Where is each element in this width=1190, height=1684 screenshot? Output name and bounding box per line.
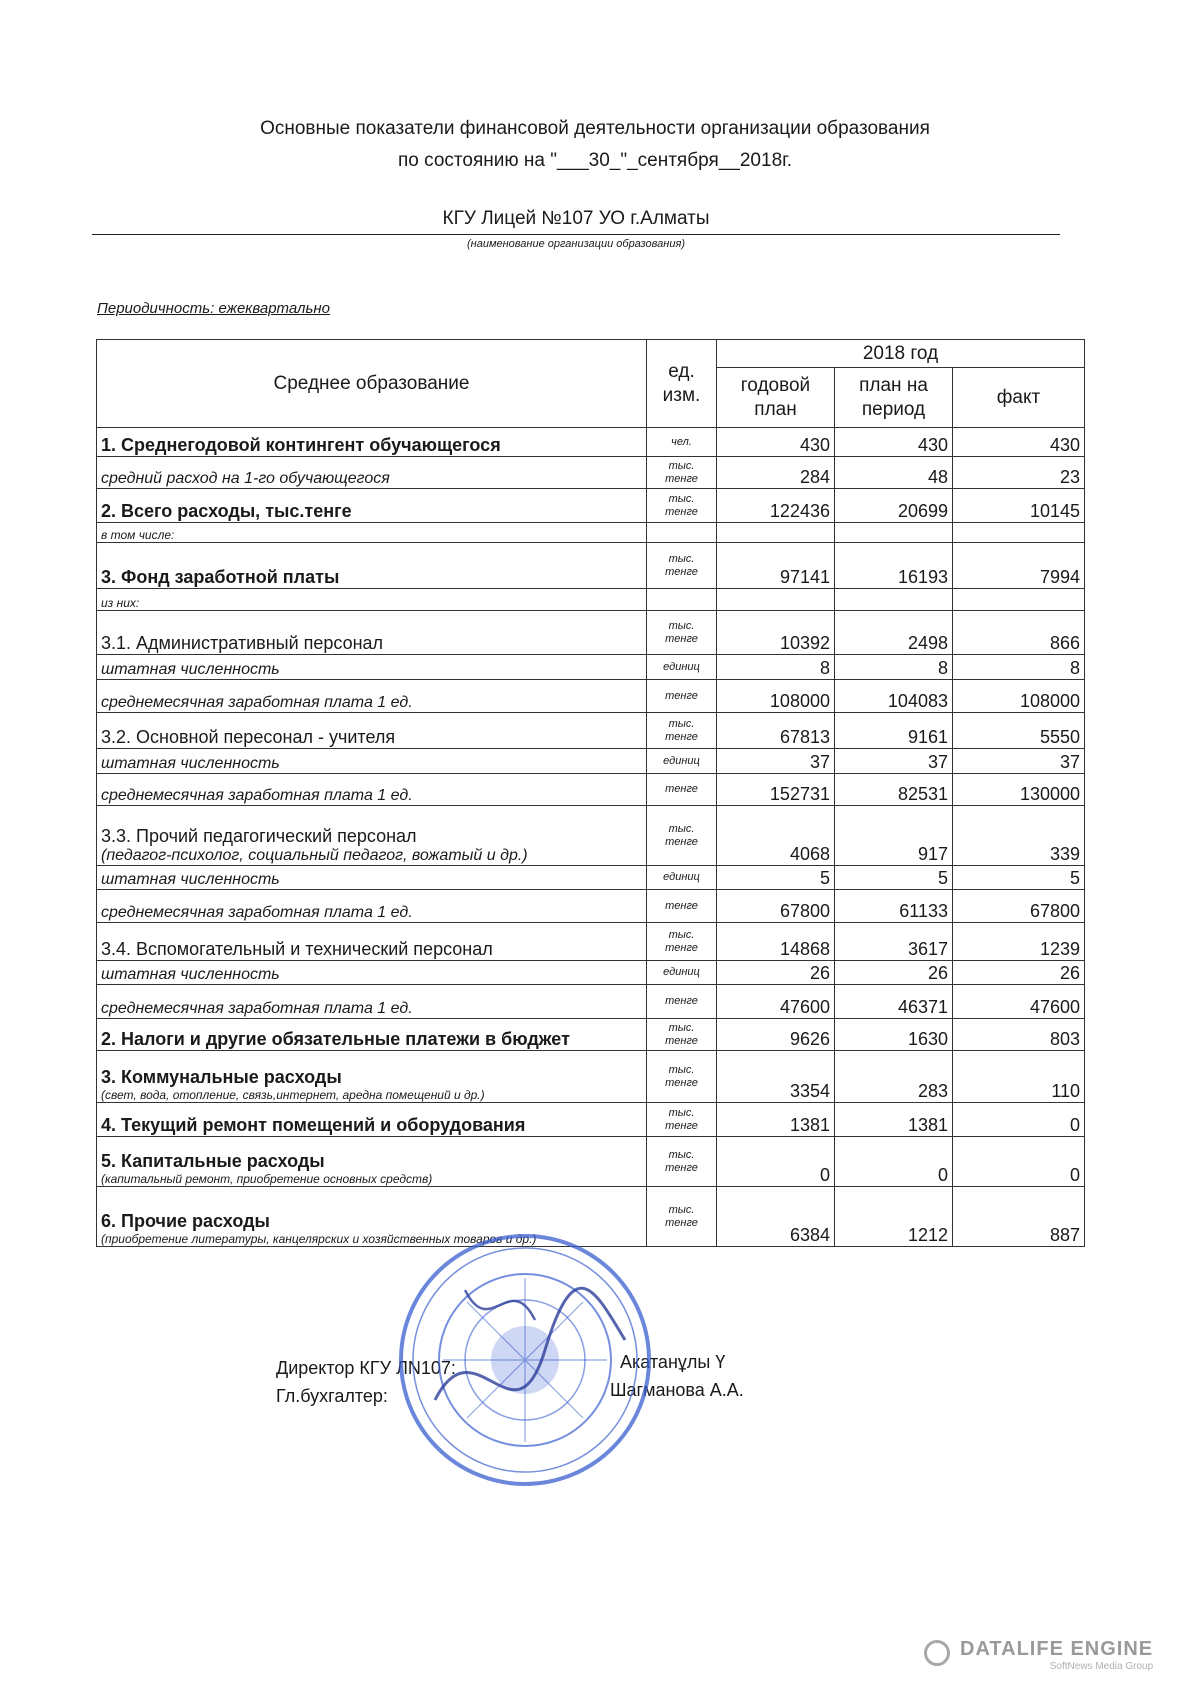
table-row: [97, 1137, 1085, 1187]
row-label: [97, 1051, 647, 1103]
row-annual-plan: 122436: [717, 489, 835, 523]
row-unit: тыс. тенге: [647, 713, 717, 749]
row-annual-plan: [717, 589, 835, 611]
row-fact: 339: [953, 806, 1085, 866]
table-row: [97, 428, 1085, 457]
table-row: [97, 457, 1085, 489]
row-label-text: 3. Коммунальные расходы: [101, 1067, 342, 1087]
table-row: [97, 611, 1085, 655]
row-fact: 8: [953, 655, 1085, 680]
logo-icon: [924, 1640, 950, 1666]
row-label: средний расход на 1-го обучающегося: [97, 457, 647, 489]
director-name: Акатанұлы Ү: [620, 1352, 726, 1372]
row-period-plan: 26: [835, 961, 953, 985]
row-period-plan: 104083: [835, 680, 953, 713]
row-annual-plan: 430: [717, 428, 835, 457]
row-period-plan: 2498: [835, 611, 953, 655]
row-unit: тыс. тенге: [647, 1051, 717, 1103]
row-annual-plan: 108000: [717, 680, 835, 713]
header-annual-plan: годовой план: [717, 368, 835, 428]
official-seal-stamp: [395, 1230, 655, 1490]
row-annual-plan: 3354: [717, 1051, 835, 1103]
row-label: [97, 1137, 647, 1187]
row-fact: [953, 589, 1085, 611]
header-period-plan: план на период: [835, 368, 953, 428]
row-period-plan: 0: [835, 1137, 953, 1187]
table-row: [97, 489, 1085, 523]
row-annual-plan: 4068: [717, 806, 835, 866]
row-unit: тыс. тенге: [647, 1187, 717, 1247]
row-label: среднемесячная заработная плата 1 ед.: [97, 985, 647, 1019]
row-label: штатная численность: [97, 655, 647, 680]
row-annual-plan: [717, 523, 835, 543]
row-label: в том числе:: [97, 523, 647, 543]
row-fact: 7994: [953, 543, 1085, 589]
row-period-plan: 37: [835, 749, 953, 774]
organization-name: КГУ Лицей №107 УО г.Алматы: [442, 208, 710, 229]
row-fact: 887: [953, 1187, 1085, 1247]
row-fact: 67800: [953, 890, 1085, 923]
row-annual-plan: 284: [717, 457, 835, 489]
row-unit: [647, 523, 717, 543]
row-note: (свет, вода, отопление, связь,интернет, аредна помещений и др.): [101, 1088, 485, 1102]
document-title: Основные показатели финансовой деятельности организации образования: [260, 118, 930, 139]
row-unit: тыс. тенге: [647, 543, 717, 589]
row-period-plan: 1381: [835, 1103, 953, 1137]
row-annual-plan: 1381: [717, 1103, 835, 1137]
header-fact: факт: [953, 368, 1085, 428]
row-fact: 26: [953, 961, 1085, 985]
row-label: среднемесячная заработная плата 1 ед.: [97, 890, 647, 923]
table-row: [97, 680, 1085, 713]
row-label: штатная численность: [97, 749, 647, 774]
row-label: среднемесячная заработная плата 1 ед.: [97, 680, 647, 713]
row-annual-plan: 10392: [717, 611, 835, 655]
table-row: [97, 523, 1085, 543]
row-unit: тыс. тенге: [647, 611, 717, 655]
row-period-plan: 9161: [835, 713, 953, 749]
row-unit: тыс. тенге: [647, 1019, 717, 1051]
row-annual-plan: 9626: [717, 1019, 835, 1051]
accountant-name: Шагманова А.А.: [610, 1380, 744, 1400]
table-row: [97, 923, 1085, 961]
table-row: [97, 961, 1085, 985]
row-fact: 5550: [953, 713, 1085, 749]
row-unit: тыс. тенге: [647, 1103, 717, 1137]
row-unit: тыс. тенге: [647, 806, 717, 866]
row-fact: 803: [953, 1019, 1085, 1051]
row-fact: 866: [953, 611, 1085, 655]
row-note: (педагог-психолог, социальный педагог, вожатый и др.): [101, 847, 528, 864]
row-fact: 0: [953, 1103, 1085, 1137]
row-label: [97, 806, 647, 866]
row-annual-plan: 37: [717, 749, 835, 774]
row-label: штатная численность: [97, 961, 647, 985]
row-unit: чел.: [647, 428, 717, 457]
row-period-plan: 48: [835, 457, 953, 489]
row-fact: 130000: [953, 774, 1085, 806]
row-period-plan: 283: [835, 1051, 953, 1103]
accountant-label: Гл.бухгалтер:: [276, 1386, 388, 1406]
row-fact: 108000: [953, 680, 1085, 713]
row-fact: 0: [953, 1137, 1085, 1187]
row-label: из них:: [97, 589, 647, 611]
row-annual-plan: 97141: [717, 543, 835, 589]
row-label: штатная численность: [97, 866, 647, 890]
table-row: [97, 806, 1085, 866]
row-period-plan: 1212: [835, 1187, 953, 1247]
row-unit: [647, 589, 717, 611]
row-label: 3. Фонд заработной платы: [97, 543, 647, 589]
row-annual-plan: 5: [717, 866, 835, 890]
document-date: по состоянию на "___30_"_сентября__2018г.: [397, 150, 793, 171]
row-period-plan: 8: [835, 655, 953, 680]
row-annual-plan: 47600: [717, 985, 835, 1019]
row-label: 2. Налоги и другие обязательные платежи в бюджет: [97, 1019, 647, 1051]
row-fact: [953, 523, 1085, 543]
table-row: [97, 890, 1085, 923]
table-row: [97, 774, 1085, 806]
row-annual-plan: 152731: [717, 774, 835, 806]
table-row: [97, 749, 1085, 774]
row-unit: единиц: [647, 749, 717, 774]
row-fact: 47600: [953, 985, 1085, 1019]
logo-text: DATALIFE ENGINE: [960, 1638, 1154, 1660]
row-period-plan: 16193: [835, 543, 953, 589]
row-unit: тыс. тенге: [647, 489, 717, 523]
row-label: 3.4. Вспомогательный и технический персонал: [97, 923, 647, 961]
row-fact: 430: [953, 428, 1085, 457]
row-unit: тыс. тенге: [647, 923, 717, 961]
row-fact: 10145: [953, 489, 1085, 523]
row-unit: единиц: [647, 961, 717, 985]
row-label-text: 5. Капитальные расходы: [101, 1151, 325, 1171]
table-row: [97, 1019, 1085, 1051]
table-row: [97, 543, 1085, 589]
table-row: [97, 713, 1085, 749]
row-note: (капитальный ремонт, приобретение основных средств): [101, 1172, 433, 1186]
row-period-plan: 917: [835, 806, 953, 866]
row-unit: единиц: [647, 655, 717, 680]
row-period-plan: 430: [835, 428, 953, 457]
periodicity: Периодичность: ежеквартально: [97, 300, 330, 317]
table-row: [97, 985, 1085, 1019]
row-period-plan: 46371: [835, 985, 953, 1019]
row-unit: единиц: [647, 866, 717, 890]
organization-underline: [92, 234, 1060, 235]
finance-table: [96, 339, 1085, 1247]
table-row: [97, 655, 1085, 680]
table-row: [97, 866, 1085, 890]
row-annual-plan: 8: [717, 655, 835, 680]
header-label: Среднее образование: [97, 340, 647, 428]
table-row: [97, 1103, 1085, 1137]
row-label-text: 6. Прочие расходы: [101, 1211, 270, 1231]
row-fact: 5: [953, 866, 1085, 890]
row-annual-plan: 6384: [717, 1187, 835, 1247]
row-label: среднемесячная заработная плата 1 ед.: [97, 774, 647, 806]
row-annual-plan: 14868: [717, 923, 835, 961]
datalife-engine-logo: [960, 1638, 1153, 1672]
row-period-plan: 61133: [835, 890, 953, 923]
row-unit: тенге: [647, 774, 717, 806]
row-annual-plan: 67800: [717, 890, 835, 923]
row-unit: тенге: [647, 985, 717, 1019]
row-period-plan: 82531: [835, 774, 953, 806]
header-unit: ед. изм.: [647, 340, 717, 428]
row-period-plan: 3617: [835, 923, 953, 961]
row-period-plan: 20699: [835, 489, 953, 523]
row-fact: 23: [953, 457, 1085, 489]
row-label: 3.2. Основной пересонал - учителя: [97, 713, 647, 749]
table-row: [97, 1051, 1085, 1103]
row-period-plan: 1630: [835, 1019, 953, 1051]
logo-subtext: SoftNews Media Group: [1049, 1661, 1154, 1672]
row-unit: тенге: [647, 890, 717, 923]
row-note: (приобретение литературы, канцелярских и хозяйственных товаров и др.): [101, 1232, 537, 1246]
table-row: [97, 589, 1085, 611]
row-period-plan: 5: [835, 866, 953, 890]
row-unit: тенге: [647, 680, 717, 713]
director-label: Директор КГУ ЛN107:: [276, 1358, 456, 1378]
organization-caption: (наименование организации образования): [467, 238, 685, 250]
header-year: 2018 год: [717, 340, 1085, 368]
row-unit: тыс. тенге: [647, 1137, 717, 1187]
row-label: 4. Текущий ремонт помещений и оборудования: [97, 1103, 647, 1137]
row-label: 2. Всего расходы, тыс.тенге: [97, 489, 647, 523]
row-fact: 37: [953, 749, 1085, 774]
row-label: 3.1. Административный персонал: [97, 611, 647, 655]
row-label: 1. Среднегодовой контингент обучающегося: [97, 428, 647, 457]
row-annual-plan: 26: [717, 961, 835, 985]
row-label-text: 3.3. Прочий педагогический персонал: [101, 826, 417, 846]
row-unit: тыс. тенге: [647, 457, 717, 489]
row-annual-plan: 67813: [717, 713, 835, 749]
row-fact: 110: [953, 1051, 1085, 1103]
row-period-plan: [835, 589, 953, 611]
row-period-plan: [835, 523, 953, 543]
row-annual-plan: 0: [717, 1137, 835, 1187]
row-fact: 1239: [953, 923, 1085, 961]
